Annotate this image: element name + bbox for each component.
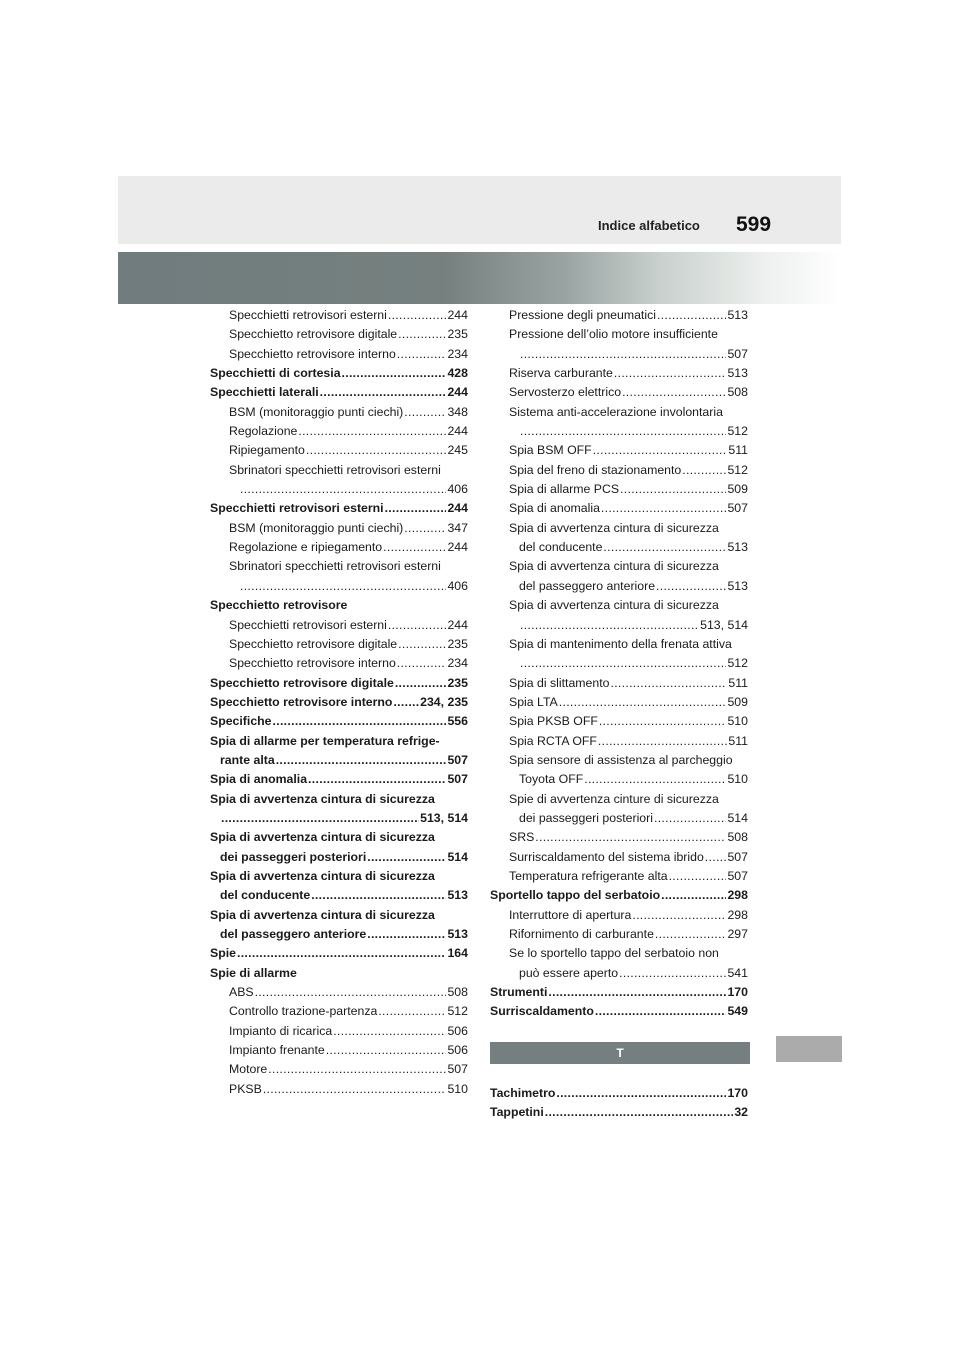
index-entry	[210, 325, 468, 344]
dot-leader	[404, 519, 446, 538]
index-entry	[490, 306, 748, 325]
index-entry	[210, 577, 468, 596]
entry-label: Spia di allarme per temperatura refrige-	[210, 733, 440, 748]
entry-label: Regolazione	[229, 424, 298, 439]
index-entry	[210, 925, 468, 944]
chapter-gradient-band	[118, 252, 841, 304]
entry-page: 428	[447, 366, 468, 381]
index-entry	[490, 422, 748, 441]
dot-leader	[520, 616, 699, 635]
entry-label: Spia di anomalia	[210, 772, 308, 787]
index-entry	[490, 654, 748, 673]
entry-label: dei passeggeri posteriori	[220, 849, 367, 864]
index-entries-t	[490, 1084, 748, 1123]
index-entry	[490, 616, 748, 635]
dot-leader	[614, 364, 727, 383]
entry-page: 244	[447, 385, 468, 400]
dot-leader	[383, 538, 446, 557]
entry-label: Spia di slittamento	[509, 675, 610, 690]
entry-label: Interruttore di apertura	[509, 907, 632, 922]
entry-page: 510	[447, 1081, 468, 1096]
entry-label: del passeggero anteriore	[220, 927, 367, 941]
entry-label: Spia BSM OFF	[509, 443, 592, 458]
entry-page: 244	[447, 424, 468, 439]
header-band	[118, 176, 841, 244]
index-entry	[490, 809, 748, 828]
dot-leader	[657, 306, 727, 325]
entry-page: 348	[447, 404, 468, 419]
dot-leader	[610, 674, 727, 693]
index-entry	[210, 770, 468, 789]
entry-label: Spie di avvertenza cinture di sicurezza	[509, 791, 719, 806]
entry-label: Sbrinatori specchietti retrovisori esterni	[229, 559, 441, 574]
index-entry	[490, 499, 748, 518]
entry-page: 513	[447, 888, 468, 903]
section-title: Indice alfabetico	[598, 218, 700, 233]
entry-page: 244	[447, 617, 468, 632]
index-entry	[490, 712, 748, 731]
dot-leader	[333, 1022, 446, 1041]
dot-leader	[388, 306, 447, 325]
entry-label: Spia RCTA OFF	[509, 733, 597, 748]
index-entry	[210, 732, 468, 751]
entry-label: Sbrinatori specchietti retrovisori esterni	[229, 462, 441, 477]
entry-page: 507	[727, 346, 748, 361]
index-entry	[490, 925, 748, 944]
entry-label: Specchietto retrovisore digitale	[210, 675, 394, 690]
dot-leader	[326, 1041, 447, 1060]
index-entry	[210, 1002, 468, 1021]
dot-leader	[632, 906, 726, 925]
dot-leader	[520, 422, 726, 441]
entry-label: può essere aperto	[519, 965, 619, 980]
dot-leader	[584, 770, 726, 789]
entry-label: Spia di mantenimento della frenata attiva	[509, 636, 732, 651]
index-entry	[490, 519, 748, 538]
entry-page: 235	[447, 675, 468, 690]
index-entry	[210, 596, 468, 615]
entry-label: Specchietti laterali	[210, 385, 319, 400]
index-entry	[210, 306, 468, 325]
entry-label: Impianto frenante	[229, 1043, 325, 1058]
entry-page: 235	[447, 636, 468, 651]
dot-leader	[520, 345, 726, 364]
dot-leader	[620, 480, 726, 499]
entry-page: 513	[727, 366, 748, 381]
index-entry	[210, 364, 468, 383]
entry-page: 556	[447, 714, 468, 729]
thumb-index-tab	[776, 1036, 842, 1062]
entry-label: Temperatura refrigerante alta	[509, 868, 668, 883]
index-entry	[210, 983, 468, 1002]
entry-label: Strumenti	[490, 985, 548, 1000]
entry-page: 511	[728, 733, 748, 748]
index-column-right	[490, 306, 748, 1122]
entry-page: 514	[447, 849, 468, 864]
entry-label: Specchietti retrovisori esterni	[210, 501, 384, 516]
entry-page: 507	[447, 1062, 468, 1077]
entry-page: 508	[727, 385, 748, 400]
entry-page: 170	[727, 985, 748, 1000]
entry-page: 234, 235	[420, 694, 468, 709]
entry-page: 512	[727, 424, 748, 439]
dot-leader	[654, 809, 726, 828]
index-entry	[210, 809, 468, 828]
index-entry	[490, 325, 748, 344]
entry-page: 164	[447, 946, 468, 961]
index-entry	[210, 519, 468, 538]
index-entry	[210, 867, 468, 886]
dot-leader	[393, 693, 419, 712]
dot-leader	[342, 364, 447, 383]
dot-leader	[367, 848, 446, 867]
dot-leader	[669, 867, 727, 886]
index-entry	[490, 751, 748, 770]
entry-page: 244	[447, 540, 468, 555]
dot-leader	[298, 422, 446, 441]
dot-leader	[404, 403, 446, 422]
entry-page: 511	[728, 443, 748, 458]
index-entry	[210, 1080, 468, 1099]
index-entry	[210, 1060, 468, 1079]
dot-leader	[656, 577, 726, 596]
index-entry	[210, 422, 468, 441]
index-entry	[210, 712, 468, 731]
dot-leader	[559, 693, 727, 712]
entry-label: ABS	[229, 985, 254, 1000]
entry-label: Specchietto retrovisore interno	[229, 656, 396, 671]
entry-label: Spia di anomalia	[509, 501, 600, 516]
index-entry	[490, 403, 748, 422]
entry-page: 297	[727, 927, 748, 941]
dot-leader	[221, 809, 419, 828]
dot-leader	[603, 538, 726, 557]
index-entry	[490, 674, 748, 693]
index-entry	[210, 499, 468, 518]
entry-label: Pressione dell’olio motore insufficiente	[509, 327, 718, 342]
index-entry	[210, 441, 468, 460]
entry-label: Riserva carburante	[509, 366, 613, 381]
dot-leader	[378, 1002, 446, 1021]
entry-label: Spie	[210, 946, 236, 961]
index-entry	[490, 828, 748, 847]
entry-page: 513	[447, 927, 468, 941]
entry-page: 234	[447, 656, 468, 671]
entry-label: Specchietto retrovisore interno	[210, 694, 393, 709]
entry-label: SRS	[509, 830, 535, 845]
dot-leader	[595, 1002, 727, 1021]
entry-label: Specchietti retrovisori esterni	[229, 308, 387, 322]
index-entry	[490, 461, 748, 480]
entry-label: del conducente	[220, 888, 311, 903]
dot-leader	[255, 983, 447, 1002]
entry-label: Spia LTA	[509, 694, 558, 709]
entry-label: del conducente	[519, 540, 603, 555]
index-entry	[210, 1041, 468, 1060]
entry-label: Spia di avvertenza cintura di sicurezza	[509, 559, 719, 574]
entry-page: 510	[727, 772, 748, 787]
index-entry	[490, 867, 748, 886]
entry-label: Specchietto retrovisore interno	[229, 346, 396, 361]
entry-page: 510	[727, 714, 748, 729]
entry-label: Regolazione e ripiegamento	[229, 540, 383, 555]
entry-page: 549	[727, 1004, 748, 1019]
index-entry	[490, 480, 748, 499]
entry-page: 244	[447, 308, 468, 322]
index-entry	[490, 770, 748, 789]
index-entry	[210, 383, 468, 402]
entry-page: 32	[734, 1105, 748, 1120]
dot-leader	[311, 886, 446, 905]
dot-leader	[601, 499, 727, 518]
entry-label: Tachimetro	[490, 1085, 556, 1100]
entry-label: Specchietto retrovisore digitale	[229, 327, 398, 342]
dot-leader	[398, 325, 446, 344]
entry-page: 508	[447, 985, 468, 1000]
entry-page: 507	[447, 752, 468, 767]
index-entry	[490, 1002, 748, 1021]
entry-page: 235	[447, 327, 468, 342]
dot-leader	[397, 654, 447, 673]
entry-label: Specchietto retrovisore digitale	[229, 636, 398, 651]
index-entry	[490, 557, 748, 576]
index-entry	[210, 944, 468, 963]
entry-label: Specifiche	[210, 714, 272, 729]
index-entry	[490, 345, 748, 364]
entry-label: Specchietti di cortesia	[210, 366, 341, 381]
index-entry	[210, 654, 468, 673]
dot-leader	[385, 499, 447, 518]
entry-page: 512	[447, 1004, 468, 1019]
index-entry	[490, 944, 748, 963]
dot-leader	[395, 674, 447, 693]
index-entry	[210, 964, 468, 983]
entry-page: 513	[727, 578, 748, 593]
index-entry	[490, 983, 748, 1002]
entry-label: Spia di allarme PCS	[509, 482, 620, 497]
entry-page: 512	[727, 462, 748, 477]
index-entry	[490, 886, 748, 905]
dot-leader	[320, 383, 447, 402]
index-entry	[210, 557, 468, 576]
dot-leader	[619, 964, 726, 983]
entry-label: Se lo sportello tappo del serbatoio non	[509, 946, 719, 961]
entry-label: Spia di avvertenza cintura di sicurezza	[210, 907, 435, 922]
entry-page: 513, 514	[420, 810, 468, 825]
entry-page: 234	[447, 346, 468, 361]
entry-page: 509	[727, 694, 748, 709]
index-entry	[210, 635, 468, 654]
entry-page: 513	[727, 308, 748, 322]
dot-leader	[705, 848, 727, 867]
dot-leader	[276, 751, 447, 770]
dot-leader	[306, 441, 447, 460]
dot-leader	[308, 770, 446, 789]
index-entry	[210, 345, 468, 364]
index-entry	[490, 635, 748, 654]
dot-leader	[397, 345, 447, 364]
entry-page: 406	[447, 482, 468, 497]
dot-leader	[520, 654, 726, 673]
index-entries-s	[490, 306, 748, 1022]
entry-page: 513, 514	[700, 617, 748, 632]
index-entry	[210, 751, 468, 770]
index-entry	[490, 848, 748, 867]
index-entry	[490, 693, 748, 712]
index-entry	[210, 848, 468, 867]
index-entry	[210, 538, 468, 557]
index-entry	[210, 693, 468, 712]
dot-leader	[545, 1103, 734, 1122]
entry-label: Sportello tappo del serbatoio	[490, 888, 661, 903]
entry-page: 406	[447, 578, 468, 593]
entry-label: Impianto di ricarica	[229, 1023, 333, 1038]
entry-page: 507	[727, 501, 748, 516]
entry-page: 513	[727, 540, 748, 555]
index-entry	[490, 1103, 748, 1122]
dot-leader	[593, 441, 728, 460]
page-number: 599	[736, 213, 772, 236]
index-entry	[210, 480, 468, 499]
entry-label: dei passeggeri posteriori	[519, 810, 653, 825]
index-entry	[490, 596, 748, 615]
entry-label: BSM (monitoraggio punti ciechi)	[229, 404, 404, 419]
index-entry	[210, 790, 468, 809]
entry-page: 298	[727, 888, 748, 903]
entry-label: Spia di avvertenza cintura di sicurezza	[509, 520, 719, 535]
entry-label: Spia sensore di assistenza al parcheggio	[509, 752, 733, 767]
entry-label: Rifornimento di carburante	[509, 927, 654, 941]
dot-leader	[598, 732, 727, 751]
entry-page: 508	[727, 830, 748, 845]
entry-page: 506	[447, 1023, 468, 1038]
dot-leader	[682, 461, 726, 480]
index-entry	[490, 790, 748, 809]
index-entry	[490, 732, 748, 751]
entry-label: Surriscaldamento	[490, 1004, 594, 1019]
dot-leader	[240, 577, 446, 596]
entry-page: 506	[447, 1043, 468, 1058]
entry-label: Spia di avvertenza cintura di sicurezza	[210, 830, 435, 845]
entry-page: 512	[727, 656, 748, 671]
dot-leader	[398, 635, 446, 654]
entry-page: 170	[727, 1085, 748, 1100]
dot-leader	[367, 925, 446, 944]
entry-page: 507	[727, 849, 748, 864]
dot-leader	[556, 1084, 726, 1103]
index-entry	[490, 364, 748, 383]
entry-label: Spia PKSB OFF	[509, 714, 598, 729]
dot-leader	[535, 828, 726, 847]
entry-label: BSM (monitoraggio punti ciechi)	[229, 520, 404, 535]
entry-label: Spia di avvertenza cintura di sicurezza	[210, 868, 435, 883]
entry-page: 298	[727, 907, 748, 922]
entry-label: rante alta	[220, 752, 275, 767]
entry-label: PKSB	[229, 1081, 262, 1096]
entry-page: 245	[447, 443, 468, 458]
entry-page: 507	[727, 868, 748, 883]
entry-page: 511	[728, 675, 748, 690]
index-entry	[210, 674, 468, 693]
index-entry	[490, 441, 748, 460]
dot-leader	[273, 712, 447, 731]
dot-leader	[622, 383, 726, 402]
entry-page: 514	[727, 810, 748, 825]
index-entry	[210, 616, 468, 635]
entry-label: Toyota OFF	[519, 772, 584, 787]
index-entry	[210, 906, 468, 925]
letter-divider-t: T	[490, 1042, 750, 1064]
entry-label: Motore	[229, 1062, 268, 1077]
entry-page: 509	[727, 482, 748, 497]
index-entry	[490, 906, 748, 925]
dot-leader	[240, 480, 446, 499]
dot-leader	[268, 1060, 446, 1079]
entry-label: Pressione degli pneumatici	[509, 308, 656, 322]
dot-leader	[661, 886, 726, 905]
entry-label: Spia del freno di stazionamento	[509, 462, 682, 477]
dot-leader	[655, 925, 727, 944]
index-entry	[490, 964, 748, 983]
index-entry	[210, 886, 468, 905]
dot-leader	[388, 616, 447, 635]
entry-label: Tappetini	[490, 1105, 544, 1120]
entry-label: Sistema anti-accelerazione involontaria	[509, 404, 723, 419]
entry-label: Ripiegamento	[229, 443, 305, 458]
entry-label: Specchietti retrovisori esterni	[229, 617, 387, 632]
index-entry	[490, 383, 748, 402]
entry-page: 507	[447, 772, 468, 787]
entry-label: del passeggero anteriore	[519, 578, 656, 593]
index-entry	[210, 828, 468, 847]
entry-label: Spia di avvertenza cintura di sicurezza	[210, 791, 435, 806]
index-entry	[210, 1022, 468, 1041]
entry-label: Controllo trazione-partenza	[229, 1004, 378, 1019]
entry-label: Spie di allarme	[210, 965, 297, 980]
index-entry	[210, 461, 468, 480]
entry-label: Spia di avvertenza cintura di sicurezza	[509, 598, 719, 613]
entry-page: 244	[447, 501, 468, 516]
entry-page: 541	[727, 965, 748, 980]
index-entry	[490, 577, 748, 596]
index-entry	[490, 1084, 748, 1103]
dot-leader	[263, 1080, 447, 1099]
entry-label: Specchietto retrovisore	[210, 598, 348, 613]
entry-page: 347	[447, 520, 468, 535]
index-entry	[210, 403, 468, 422]
entry-label: Surriscaldamento del sistema ibrido	[509, 849, 704, 864]
dot-leader	[237, 944, 446, 963]
index-column-left	[210, 306, 468, 1099]
dot-leader	[599, 712, 727, 731]
dot-leader	[548, 983, 726, 1002]
index-entry	[490, 538, 748, 557]
entry-label: Servosterzo elettrico	[509, 385, 622, 400]
